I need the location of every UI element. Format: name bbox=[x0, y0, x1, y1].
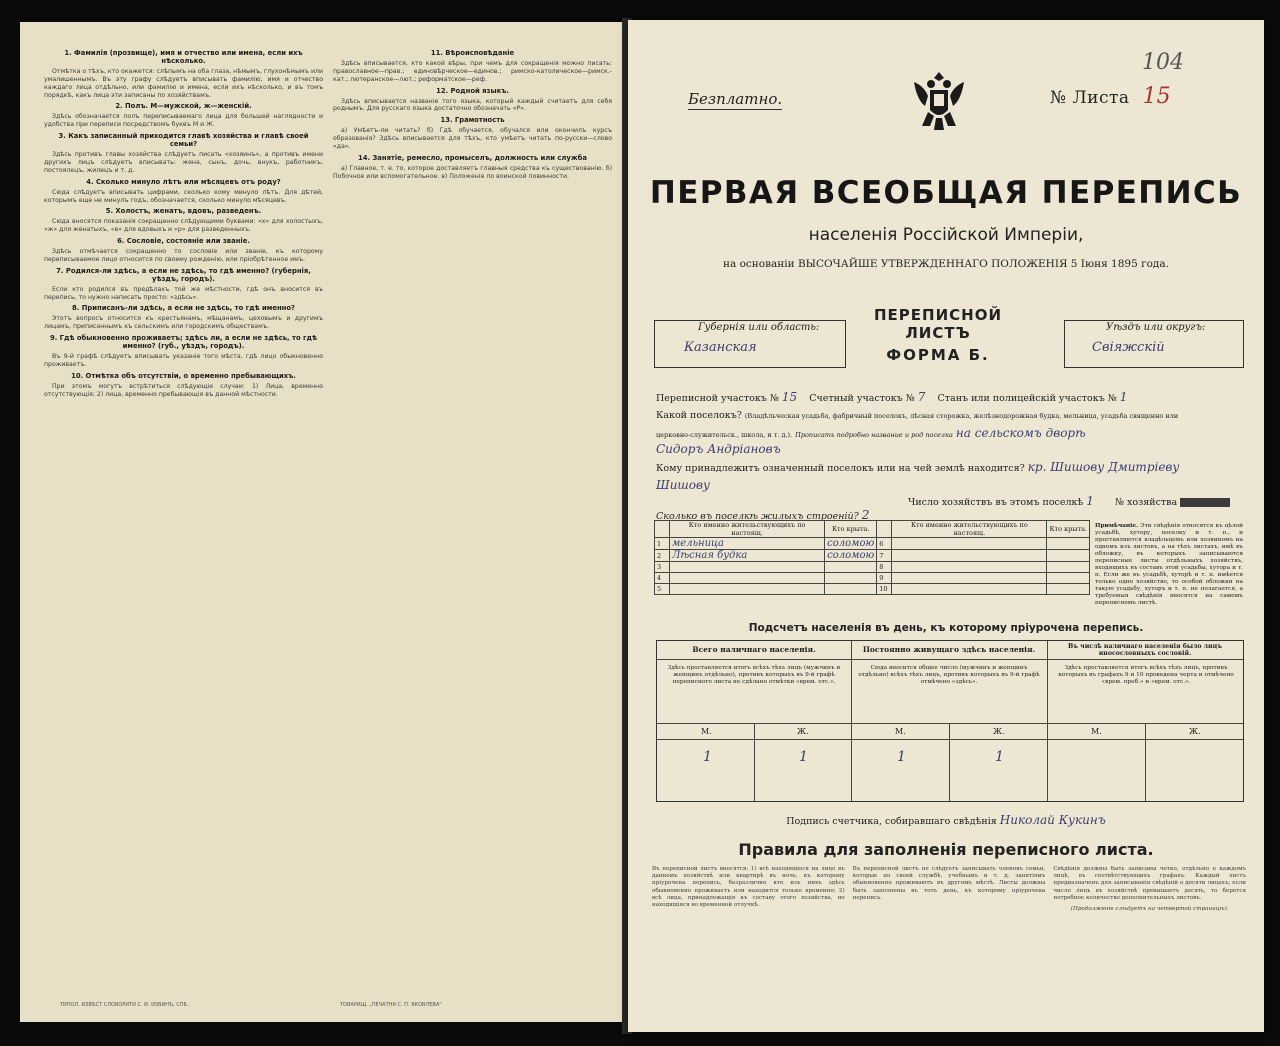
section-text: а) Умѣетъ-ли читать? б) Гдѣ обучается, обучался или окончилъ курсъ образованія? Здѣсь вписывается для тѣхъ, кто умѣетъ читать по-русски—слово «да». bbox=[333, 127, 612, 151]
grid-row-who bbox=[670, 573, 825, 584]
grid-row-who-2 bbox=[892, 538, 1047, 550]
buildings-note bbox=[1095, 523, 1243, 607]
count-title: Подсчетъ населенія въ день, къ которому пріурочена перепись. bbox=[748, 622, 1144, 634]
section-heading: 4. Сколько минуло лѣтъ или мѣсяцевъ отъ роду? bbox=[86, 177, 281, 186]
settlement-line-3 bbox=[656, 442, 781, 456]
grid-row-num-2: 6 bbox=[877, 538, 892, 550]
section-heading: 12. Родной языкъ. bbox=[436, 86, 509, 95]
free-label: Безплатно. bbox=[688, 90, 783, 108]
section-heading: 14. Занятіе, ремесло, промыселъ, должность или служба bbox=[358, 153, 587, 162]
imperial-eagle-icon bbox=[906, 68, 972, 134]
section-text: Здѣсь отмѣчается сокращенно то сословіе или званіе, къ которому переписываемое лицо относится по своему рожденію, или пріобрѣтенное имъ. bbox=[44, 248, 323, 263]
grid-row-num: 2 bbox=[655, 550, 670, 562]
section-heading: 7. Родился-ли здѣсь, а если не здѣсь, то гдѣ именно? (губернія, уѣздъ, городъ). bbox=[56, 266, 311, 283]
grid-row-who-2 bbox=[892, 584, 1047, 595]
uezd-label: Уѣздъ или округъ: bbox=[1106, 322, 1206, 333]
households-value: 1 bbox=[1086, 494, 1094, 508]
owner-line bbox=[656, 460, 1179, 474]
section-heading: 1. Фамилія (прозвище), имя и отчество или имена, если ихъ нѣсколько. bbox=[64, 49, 303, 65]
grid-row-num-2: 7 bbox=[877, 550, 892, 562]
grid-row bbox=[655, 562, 1090, 573]
owner-line-2 bbox=[656, 478, 710, 492]
grid-roof-head: Кто крыта. bbox=[825, 521, 877, 538]
section-text: Здѣсь противъ главы хозяйства слѣдуетъ писать «хозяинъ», а противъ имени другихъ лицъ слѣдуетъ вписывать: жена, сынъ, дочь, внукъ, работникъ, постоялецъ, жилецъ и т. д. bbox=[44, 150, 323, 174]
left-instruction-page bbox=[20, 22, 626, 1022]
b-m-value: 1 bbox=[897, 749, 906, 765]
section-heading: 2. Полъ. М—мужской, ж—женскій. bbox=[115, 102, 252, 111]
grid-row-roof bbox=[825, 573, 877, 584]
population-count-table bbox=[656, 640, 1244, 802]
stan-label: Станъ или полицейскій участокъ № bbox=[937, 393, 1117, 404]
grid-row-num-2: 10 bbox=[877, 584, 892, 595]
grid-row-num-2: 8 bbox=[877, 562, 892, 573]
sheet-number-label: № Листа bbox=[1050, 88, 1130, 108]
grid-row-who-2 bbox=[892, 550, 1047, 562]
grid-row-who bbox=[670, 584, 825, 595]
owner-value: кр. Шишову Дмитріеву bbox=[1027, 460, 1180, 474]
b-f-value: 1 bbox=[995, 749, 1004, 765]
section-heading: 8. Приписанъ-ли здѣсь, а если не здѣсь, то гдѣ именно? bbox=[72, 304, 295, 313]
census-form-page bbox=[628, 20, 1264, 1032]
district-label: Переписной участокъ № bbox=[656, 393, 779, 404]
count-district-label: Счетный участокъ № bbox=[809, 393, 915, 404]
uezd-value: Свіяжскій bbox=[1092, 340, 1165, 355]
stan-value: 1 bbox=[1119, 390, 1128, 404]
settlement-hint: (Владѣльческая усадьба, фабричный поселокъ, лѣсная сторожка, желѣзнодорожная будка, мельница, усадьба священно или bbox=[744, 412, 1179, 420]
grid-roof-head-2: Кто крыта. bbox=[1047, 521, 1090, 538]
count-col-c-head: Въ числѣ наличнаго населенія было лицъ иносословныхъ сословій. bbox=[1068, 643, 1222, 657]
note-text: Эти свѣдѣнія относятся къ цѣлой усадьбѣ, хутору, поселку и т. п., и проставляются владѣльцемъ или хозяиномъ на одномъ изъ листовъ, а на тѣхъ листахъ, имѣ въ обложку, въ которыхъ записываются переписные листы отдѣльныхъ хозяйствъ, входящихъ въ составъ этой усадьбы, хутора и т. п. Если же въ усадьбѣ, хуторѣ и т. п. имѣется только одно хозяйство, то особой обложки на такую усадьбу, хуторъ и т. п. не полагается, а требуемыя свѣдѣнія вносятся на самомъ переписномъ листѣ. bbox=[1095, 523, 1243, 606]
district-value: 15 bbox=[781, 390, 798, 404]
grid-row-who: Лѣсная будка bbox=[670, 550, 825, 562]
c-m-label: М. bbox=[1091, 727, 1102, 736]
grid-row-num: 3 bbox=[655, 562, 670, 573]
b-f-label: Ж. bbox=[993, 727, 1005, 736]
grid-row-num-2: 9 bbox=[877, 573, 892, 584]
signature-value: Николай Кукинъ bbox=[999, 813, 1106, 827]
settlement-hint-3: Прописать подробно название и род поселка bbox=[795, 431, 953, 439]
form-title bbox=[858, 306, 1018, 364]
a-m-value: 1 bbox=[703, 749, 712, 765]
owner-value-2: Шишову bbox=[656, 478, 710, 492]
section-heading: 5. Холостъ, женатъ, вдовъ, разведенъ. bbox=[105, 207, 262, 216]
sheet-number-value: 15 bbox=[1142, 84, 1171, 109]
grid-num-head bbox=[655, 521, 670, 538]
note-title: Примѣчаніе. bbox=[1095, 523, 1139, 529]
settlement-value-2: Сидоръ Андріановъ bbox=[656, 442, 781, 456]
section-text: Здѣсь обозначается полъ переписываемаго лица для большей наглядности и удобства при переписи посредствомъ буквъ М и Ж. bbox=[44, 113, 323, 129]
gubernia-label: Губернія или область: bbox=[698, 322, 820, 333]
grid-row-who-2 bbox=[892, 573, 1047, 584]
section-text: Этотъ вопросъ относится къ крестьянамъ, мѣщанамъ, цеховымъ и другимъ лицамъ, приписаннымъ къ сельскимъ или городскимъ обществамъ. bbox=[44, 315, 323, 331]
gubernia-value: Казанская bbox=[684, 340, 757, 355]
households-label: Число хозяйствъ въ этомъ поселкѣ bbox=[908, 497, 1084, 508]
signature-label: Подпись счетчика, собиравшаго свѣдѣнія bbox=[786, 816, 997, 827]
buildings-grid bbox=[654, 520, 1090, 595]
grid-row-roof: соломою bbox=[825, 538, 877, 550]
households-line bbox=[908, 494, 1230, 508]
grid-row-num: 1 bbox=[655, 538, 670, 550]
rules-column-2: Въ переписной листъ не слѣдуетъ записывать членовъ семьи, которые по своей службѣ, учебнымъ и т. д. занятіямъ обыкновенно проживаютъ въ другомъ мѣстѣ. Листы должны быть заполнены въ тотъ день, къ которому пріурочена перепись. bbox=[852, 866, 1046, 901]
section-text: Если кто родился въ предѣлахъ той же мѣстности, гдѣ онъ вносится въ перепись, то нужно написать просто: «здѣсь». bbox=[44, 285, 323, 301]
count-col-c-text: Здѣсь проставляется итогъ всѣхъ тѣхъ лицъ, противъ которыхъ въ графахъ 9 и 10 проведена черта и отмѣчено «врем. преб.» и «врем. отс.». bbox=[1058, 665, 1234, 685]
section-text: Сюда вносятся показанія сокращенно слѣдующими буквами: «х» для холостыхъ, «ж» для женатыхъ, «в» для вдовыхъ и «р» для разведенныхъ. bbox=[44, 218, 323, 234]
c-f-label: Ж. bbox=[1189, 727, 1201, 736]
settlement-value: на сельскомъ дворѣ bbox=[955, 426, 1086, 440]
enumerator-signature bbox=[628, 813, 1264, 827]
grid-row-num: 5 bbox=[655, 584, 670, 595]
section-text: При этомъ могутъ встрѣтиться слѣдующіе случаи: 1) Лица, временно отсутствующія; 2) лица, временно пребывающія въ данной мѣстности. bbox=[44, 382, 323, 398]
section-text: Отмѣтка о тѣхъ, кто окажется: слѣпымъ на оба глаза, нѣмымъ, глухонѣмымъ или умалишеннымъ. Въ эту графу слѣдуетъ вписывать фамилію, имя и отчество каждаго лица отдѣльно, или фамилію и имена, если ихъ нѣсколько, и въ томъ порядкѣ, какъ лица эти записаны по хозяйствамъ. bbox=[44, 67, 323, 99]
count-col-a-head: Всего наличнаго населенія. bbox=[692, 645, 816, 654]
section-heading: 11. Вѣроисповѣданіе bbox=[430, 49, 515, 57]
section-text: а) Главное, т. е. то, которое доставляетъ главныя средства къ существованію. б) Побочное или вспомогательное. в) Положеніе по воинской повинности. bbox=[333, 164, 612, 180]
sheet-number bbox=[1050, 84, 1171, 109]
census-title: ПЕРВАЯ ВСЕОБЩАЯ ПЕРЕПИСЬ bbox=[649, 175, 1243, 211]
section-text: Сюда слѣдуетъ вписывать цифрами, сколько кому минуло лѣтъ. Для дѣтей, которымъ еще не минулъ годъ, обозначается, сколько минуло мѣсяцевъ. bbox=[44, 188, 323, 204]
settlement-label: Какой поселокъ? bbox=[656, 410, 742, 421]
a-f-label: Ж. bbox=[797, 727, 809, 736]
buildings-value: 2 bbox=[861, 508, 870, 522]
owner-label: Кому принадлежитъ означенный поселокъ или на чей землѣ находится? bbox=[656, 463, 1025, 474]
b-m-label: М. bbox=[895, 727, 906, 736]
section-text: Здѣсь вписывается, кто какой вѣры, при чемъ для сокращенія можно писать: православное—прав.; единовѣрческое—единов.; римско-католическое—римск.-кат.; лютеранское—лют.; реформатское—реф. bbox=[333, 59, 612, 83]
grid-row bbox=[655, 550, 1090, 562]
a-m-label: М. bbox=[701, 727, 712, 736]
settlement-line bbox=[656, 410, 1178, 421]
grid-row-who-2 bbox=[892, 562, 1047, 573]
rules-continue: (Продолженіе слѣдуетъ на четвертой страницѣ). bbox=[1070, 906, 1229, 913]
rules-columns bbox=[652, 866, 1246, 913]
census-basis: на основаніи ВЫСОЧАЙШЕ УТВЕРЖДЕННАГО ПОЛОЖЕНІЯ 5 Іюня 1895 года. bbox=[722, 258, 1169, 270]
section-heading: 6. Сословіе, состояніе или званіе. bbox=[117, 237, 250, 246]
section-heading: 13. Грамотность bbox=[440, 116, 505, 125]
grid-row-who: мельница bbox=[670, 538, 825, 550]
grid-who-head-2: Кто именно жительствующихъ по настоящ. bbox=[892, 521, 1047, 538]
rules-column-3 bbox=[1053, 866, 1246, 913]
section-text: Въ 9-й графѣ слѣдуетъ вписывать указаніе того мѣста, гдѣ лицо обыкновенно проживаетъ. bbox=[44, 353, 323, 368]
grid-row bbox=[655, 538, 1090, 550]
rules-column-1: Въ переписной листъ вносятся: 1) всѣ находящіеся на лицо въ данномъ хозяйствѣ или квартирѣ въ ночь, къ которому пріурочена перепись, безразлично кто изъ нихъ здѣсь обыкновенно проживаетъ или находится только временно; 2) всѣ лица, принадлежащія къ составу этого хозяйства, но находящіяся во временной отлучкѣ. bbox=[652, 866, 845, 909]
grid-num-head-2 bbox=[877, 521, 892, 538]
grid-row-num: 4 bbox=[655, 573, 670, 584]
section-heading: 3. Какъ записанный приходится главѣ хозяйства и главѣ своей семьи? bbox=[58, 132, 309, 149]
household-no-redaction bbox=[1180, 498, 1230, 507]
section-heading: 10. Отмѣтка объ отсутствіи, о временно пребывающихъ. bbox=[71, 371, 296, 380]
grid-row-roof-2 bbox=[1047, 573, 1090, 584]
count-district-value: 7 bbox=[917, 390, 926, 404]
grid-row-roof bbox=[825, 562, 877, 573]
archive-page-number: 104 bbox=[1142, 50, 1184, 75]
grid-row-roof-2 bbox=[1047, 584, 1090, 595]
rules-column-3-text: Свѣдѣнія должны быть записаны четко, отдѣльно о каждомъ лицѣ, въ соотвѣтствующихъ графахъ. Каждый листъ предназначенъ для записыванія свѣдѣній о десяти лицахъ; если число лицъ въ хозяйствѣ превышаетъ десять, то берется потребное количество дополнительныхъ листовъ. bbox=[1053, 866, 1247, 901]
rules-title: Правила для заполненія переписного листа. bbox=[738, 840, 1154, 859]
grid-row-roof: соломою bbox=[825, 550, 877, 562]
left-column-1 bbox=[44, 46, 323, 988]
printer-footer-left: ТИПОЛ. ИЗВѢСТ СЛОВОРИТИ С. И. ИЗВИНЪ, СПБ. bbox=[60, 1002, 189, 1008]
printer-footer-right: ТОВАРИЩ. „ПЕЧАТНЯ С. П. ЯКОВЛЕВА“ bbox=[340, 1002, 442, 1008]
grid-row bbox=[655, 584, 1090, 595]
grid-row-roof-2 bbox=[1047, 538, 1090, 550]
left-column-2 bbox=[333, 46, 612, 988]
grid-row-roof-2 bbox=[1047, 562, 1090, 573]
settlement-hint-2: церковно-служительск., школа, и т. д.). bbox=[656, 431, 793, 439]
grid-row-roof bbox=[825, 584, 877, 595]
grid-row bbox=[655, 573, 1090, 584]
count-col-a-text: Здѣсь проставляется итогъ всѣхъ тѣхъ лицъ (мужчинъ и женщинъ отдѣльно), противъ которыхъ въ 9-й графѣ переписного листа не сдѣлано отмѣтки «врем. отс.». bbox=[667, 665, 841, 685]
section-text: Здѣсь вписывается названіе того языка, который каждый считаетъ для себя роднымъ. Для русскаго языка достаточно обозначать «Р». bbox=[333, 97, 612, 113]
districts-line bbox=[656, 390, 1127, 404]
grid-who-head: Кто именно жительствующихъ по настоящ. bbox=[670, 521, 825, 538]
count-col-b-text: Сюда вносится общее число (мужчинъ и женщинъ отдѣльно) всѣхъ тѣхъ лицъ, противъ которыхъ въ 9-й графѣ отмѣчено «здѣсь». bbox=[858, 665, 1040, 685]
settlement-line-2 bbox=[656, 426, 1086, 440]
grid-row-who bbox=[670, 562, 825, 573]
household-no-label: № хозяйства bbox=[1115, 497, 1178, 508]
count-col-b-head: Постоянно живущаго здѣсь населенія. bbox=[862, 645, 1036, 654]
census-subtitle: населенія Россійской Имперіи, bbox=[808, 225, 1084, 245]
section-heading: 9. Гдѣ обыкновенно проживаетъ; здѣсь ли, а если не здѣсь, то гдѣ именно? (губ., уѣздъ, городъ). bbox=[49, 334, 318, 351]
a-f-value: 1 bbox=[799, 749, 808, 765]
form-title-main: ПЕРЕПИСНОЙ ЛИСТЪ bbox=[873, 306, 1002, 342]
buildings-label: Сколько въ поселкѣ жилыхъ строеній? bbox=[656, 511, 859, 522]
form-title-sub: ФОРМА Б. bbox=[886, 346, 990, 364]
grid-row-roof-2 bbox=[1047, 550, 1090, 562]
